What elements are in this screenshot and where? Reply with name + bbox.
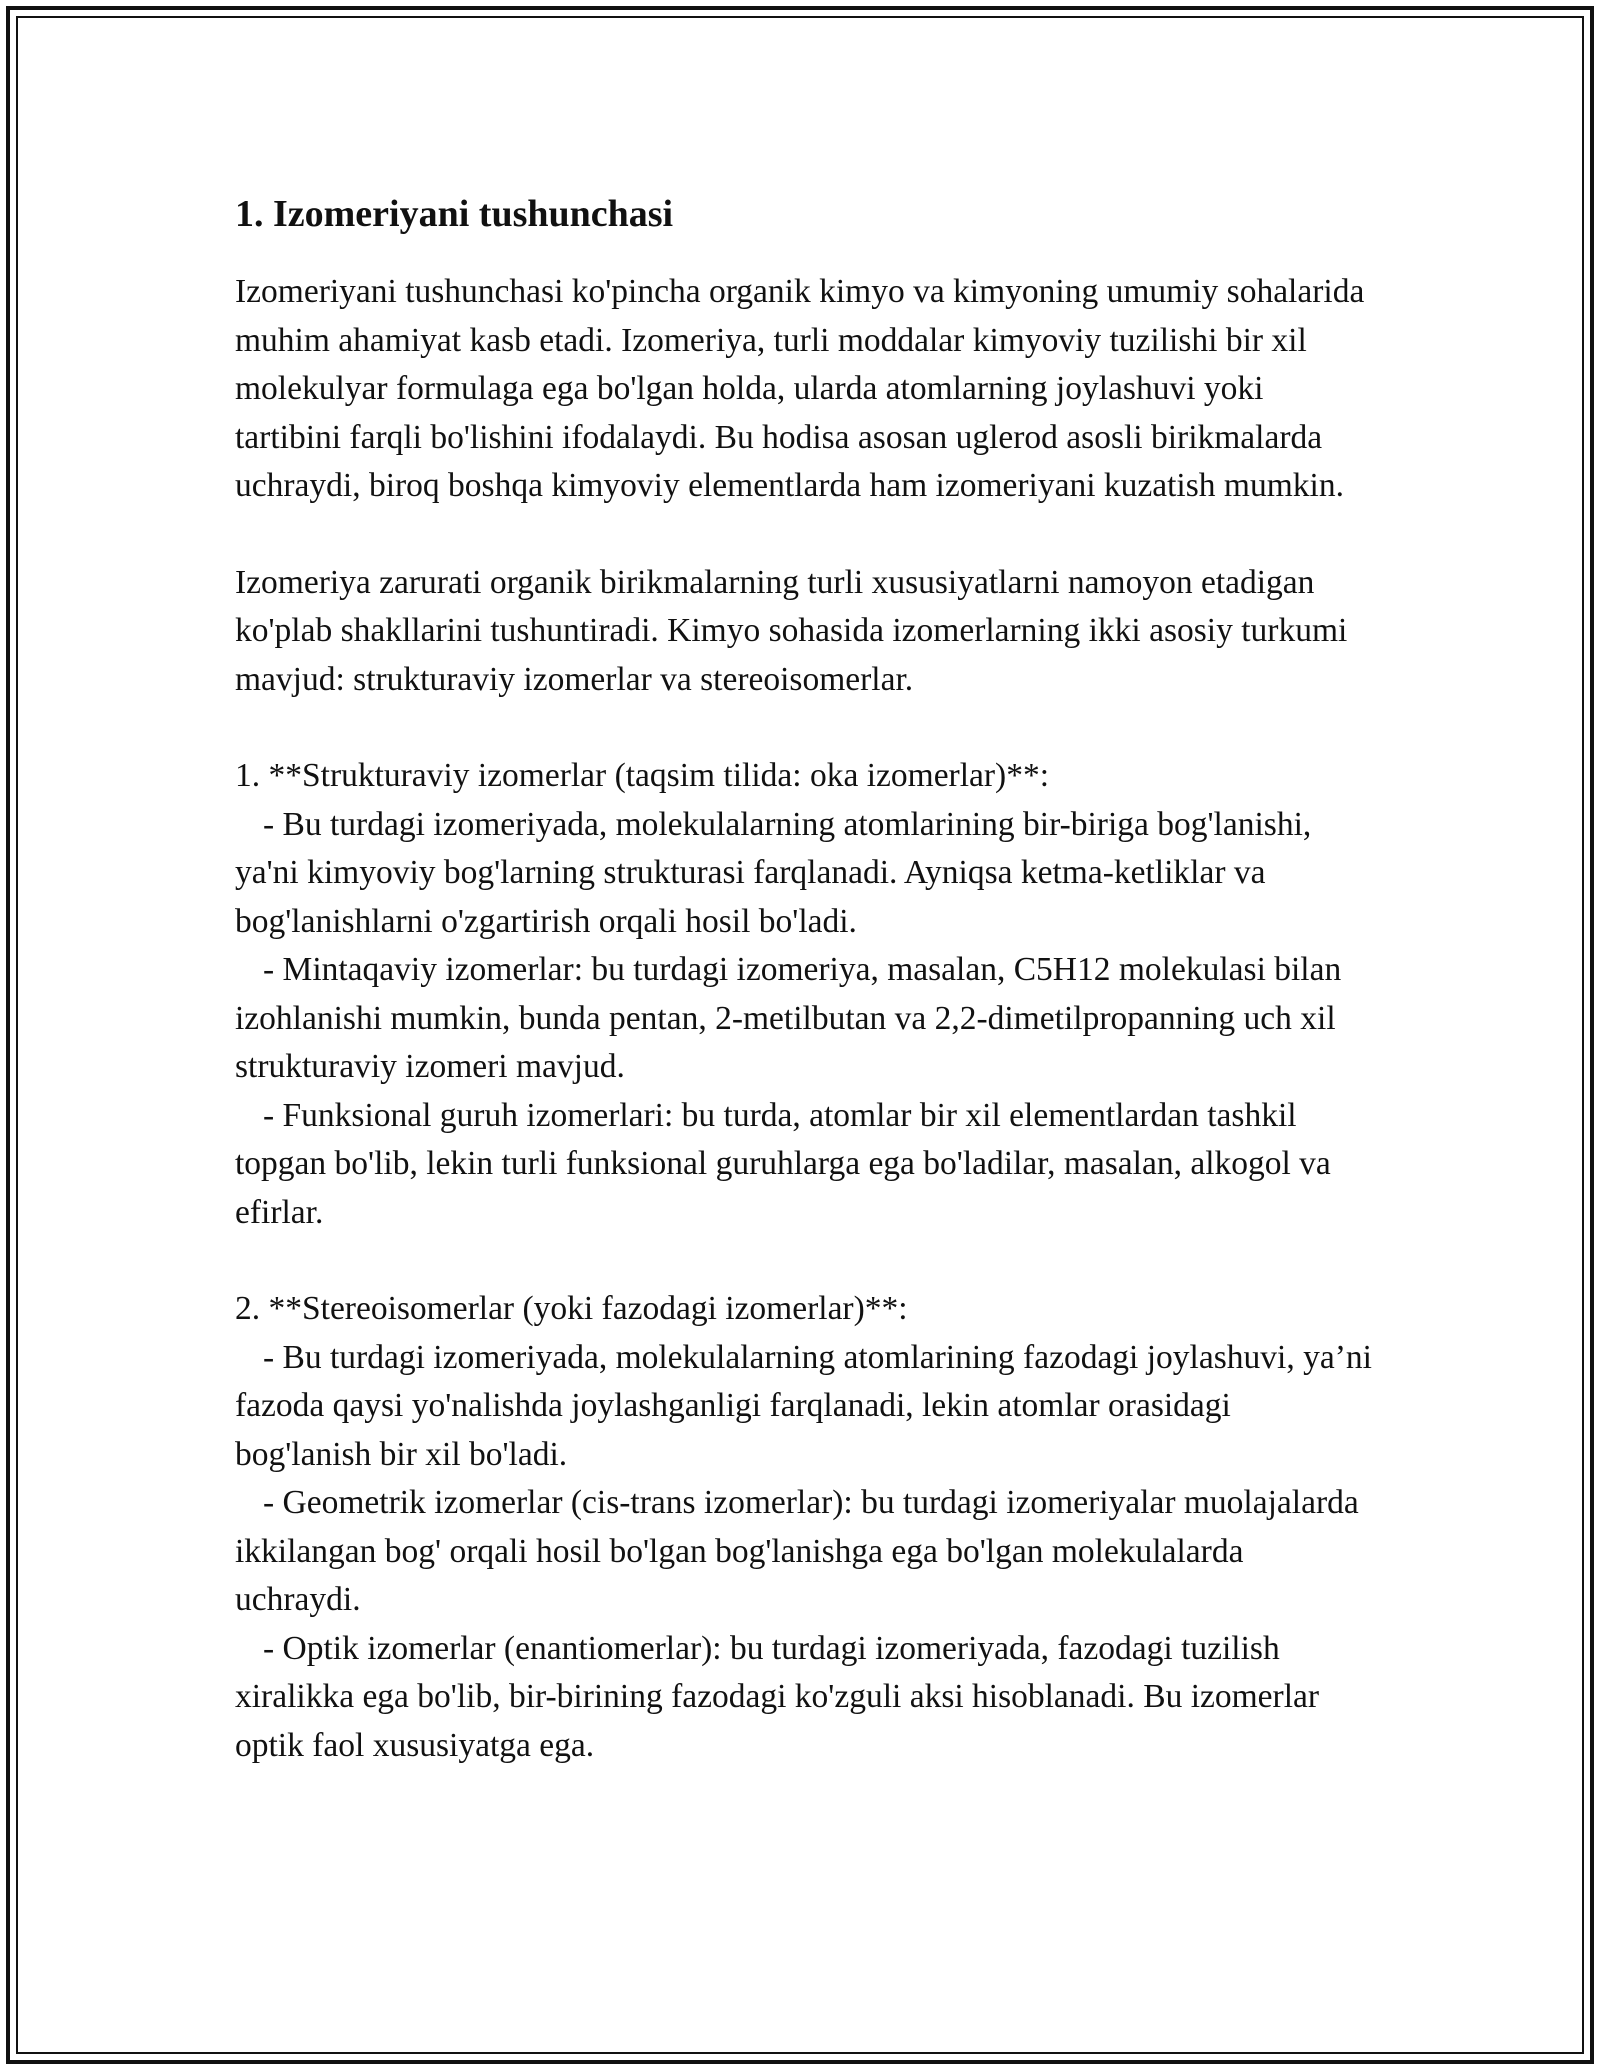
paragraph-types: Izomeriya zarurati organik birikmalarning turli xususiyatlarni namoyon etadigan ko'plab shakllarini tushuntiradi. Kimyo sohasida izomerlarning ikki asosiy turkumi mavjud: strukturaviy izomerlar va stereoisomerlar. — [235, 563, 1348, 698]
list-item-stereo-definition: - Bu turdagi izomeriyada, molekulalarning atomlarining fazodagi joylashuvi, ya’ni fazoda qaysi yo'nalishda joylashganligi farqlanadi, lekin atomlar orasidagi bog'lanish bir xil bo'ladi. — [235, 1338, 1372, 1473]
list-structural-isomers — [235, 752, 1375, 1237]
list-title-structural: 1. **Strukturaviy izomerlar (taqsim tilida: oka izomerlar)**: — [235, 757, 1050, 794]
paragraph-intro: Izomeriyani tushunchasi ko'pincha organik kimyo va kimyoning umumiy sohalarida muhim ahamiyat kasb etadi. Izomeriya, turli moddalar kimyoviy tuzilishi bir xil molekulyar formulaga ega bo'lgan holda, ularda atomlarning joylashuvi yoki tartibini farqli bo'lishini ifodalaydi. Bu hodisa asosan uglerod asosli birikmalarda uchraydi, biroq boshqa kimyoviy elementlarda ham izomeriyani kuzatish mumkin. — [235, 273, 1365, 504]
list-item-functional-group-isomers: - Funksional guruh izomerlari: bu turda, atomlar bir xil elementlardan tashkil topgan bo'lib, lekin turli funksional guruhlarga ega bo'ladilar, masalan, alkogol va efirlar. — [235, 1096, 1331, 1231]
list-title-stereoisomers: 2. **Stereoisomerlar (yoki fazodagi izomerlar)**: — [235, 1290, 908, 1327]
list-item-regional-isomers: - Mintaqaviy izomerlar: bu turdagi izomeriya, masalan, C5H12 molekulasi bilan izohlanishi mumkin, bunda pentan, 2-metilbutan va 2,2-dimetilpropanning uch xil strukturaviy izomeri mavjud. — [235, 951, 1342, 1085]
list-stereoisomers — [235, 1285, 1375, 1770]
document-body — [235, 186, 1375, 1818]
section-heading: 1. Izomeriyani tushunchasi — [235, 193, 674, 235]
list-item-structural-definition: - Bu turdagi izomeriyada, molekulalarning atomlarining bir-biriga bog'lanishi, ya'ni kimyoviy bog'larning strukturasi farqlanadi. Ayniqsa ketma-ketliklar va bog'lanishlarni o'zgartirish orqali hosil bo'ladi. — [235, 805, 1312, 940]
list-item-optical-isomers: - Optik izomerlar (enantiomerlar): bu turdagi izomeriyada, fazodagi tuzilish xiralikka ega bo'lib, bir-birining fazodagi ko'zguli aksi hisoblanadi. Bu izomerlar optik faol xususiyatga ega. — [235, 1629, 1320, 1764]
list-item-geometric-isomers: - Geometrik izomerlar (cis-trans izomerlar): bu turdagi izomeriyalar muolajalarda ikkilangan bog' orqali hosil bo'lgan bog'lanishga ega bo'lgan molekulalarda uchraydi. — [235, 1484, 1359, 1618]
